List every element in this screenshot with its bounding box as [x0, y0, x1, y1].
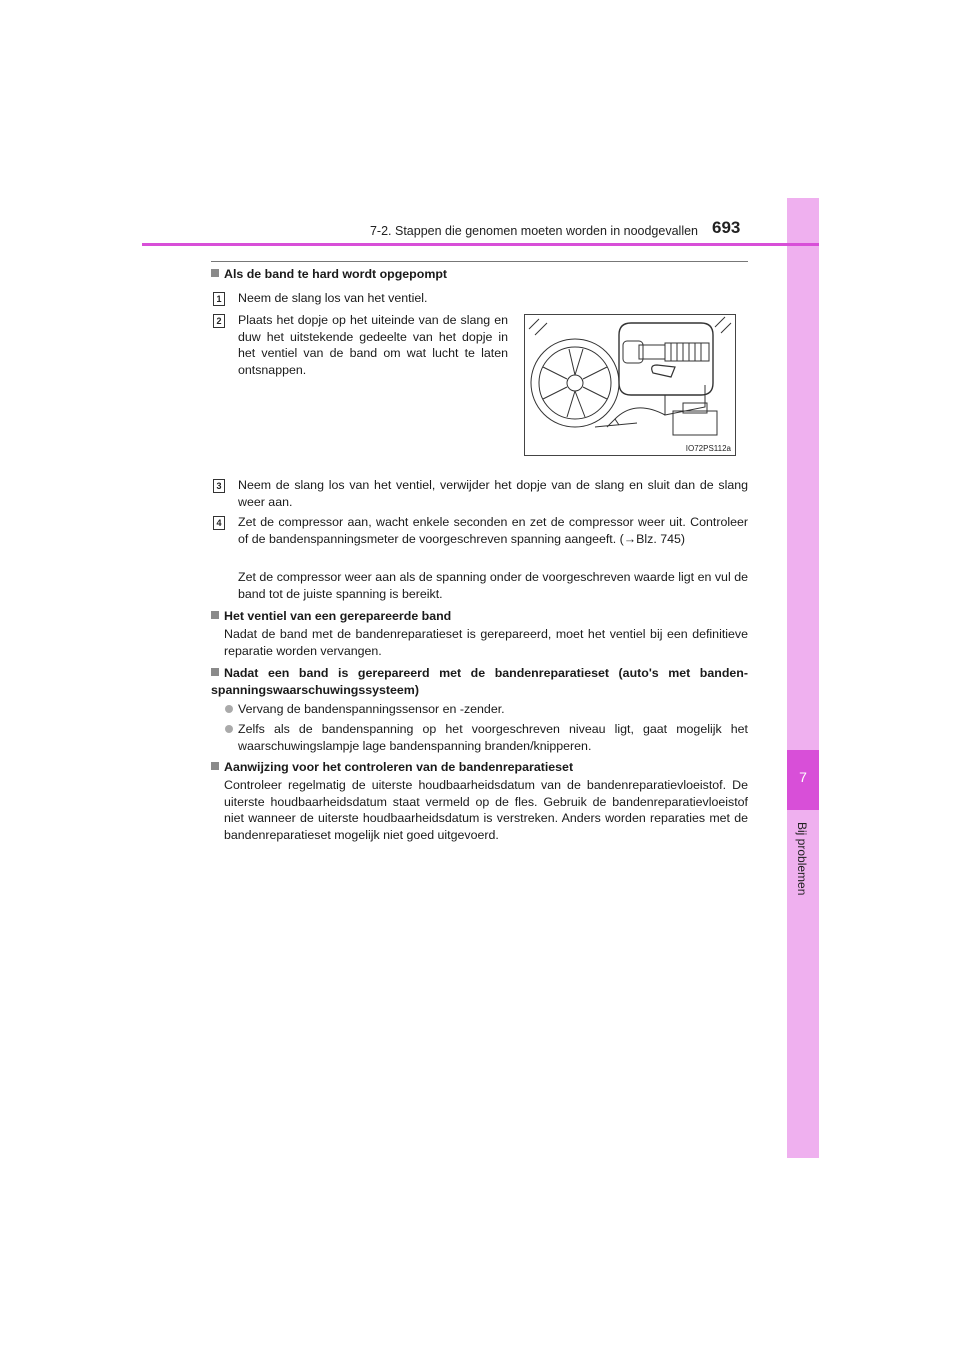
chapter-number: 7: [799, 769, 807, 785]
step-2-text: Plaats het dopje op het uiteinde van de slang en duw het uitstekende gedeelte van het dopje in het ventiel van de band om wat lucht te laten ontsnappen.: [238, 313, 508, 377]
tire-valve-illustration: [524, 314, 736, 456]
heading-repaired: Nadat een band is gerepareerd met de bandenreparatieset (auto's met banden-spanningswaarschuwingssysteem): [211, 666, 748, 697]
chapter-title: Bij problemen: [795, 822, 809, 896]
page-number: 693: [712, 218, 741, 237]
content-top-rule: [211, 261, 748, 262]
valve-body: Nadat de band met de bandenreparatieset is gerepareerd, moet het ventiel bij een definitieve reparatie worden vervangen.: [224, 627, 748, 658]
step-4-note: Zet de compressor weer aan als de spanning onder de voorgeschreven waarde ligt en vul de band tot de juiste spanning is bereikt.: [238, 570, 748, 601]
bullet-dot-icon: [225, 725, 233, 733]
step-1-text: Neem de slang los van het ventiel.: [238, 291, 428, 305]
step-4-text: Zet de compressor aan, wacht enkele seconden en zet de compressor weer uit. Controleer of de bandenspanningsmeter de voorgeschreven spanning aangeeft. (→Blz. 745): [238, 515, 748, 546]
chapter-side-tab: [787, 198, 819, 1158]
heading-square-icon: [211, 269, 219, 277]
repaired-bullet-2: Zelfs als de bandenspanning op het voorgeschreven niveau ligt, gaat mogelijk het waarschuwingslampje lage bandenspanning branden/knipperen.: [238, 722, 748, 753]
step-number-4: 4: [213, 516, 225, 530]
bullet-dot-icon: [225, 705, 233, 713]
header-rule: [142, 243, 819, 246]
heading-square-icon: [211, 762, 219, 770]
step-number-1: 1: [213, 292, 225, 306]
heading-check: Aanwijzing voor het controleren van de bandenreparatieset: [211, 759, 573, 776]
section-title: 7-2. Stappen die genomen moeten worden in noodgevallen: [369, 224, 698, 238]
step-number-2: 2: [213, 314, 225, 328]
check-body: Controleer regelmatig de uiterste houdbaarheidsdatum van de bandenreparatievloeistof. De uiterste houdbaarheidsdatum staat vermeld op de fles. Gebruik de bandenreparatievloeistof niet wanneer de uiterste houdbaarheidsdatum is verstreken. Anders worden reparaties met de bandenreparatieset mogelijk niet goed uitgevoerd.: [224, 778, 748, 842]
heading-square-icon: [211, 668, 219, 676]
step-number-3: 3: [213, 479, 225, 493]
illustration-code: IO72PS112a: [685, 444, 731, 453]
heading-overinflated: Als de band te hard wordt opgepompt: [211, 266, 447, 283]
repaired-bullet-1: Vervang de bandenspanningssensor en -zender.: [238, 702, 505, 716]
heading-square-icon: [211, 611, 219, 619]
tire-compressor-drawing: [525, 315, 735, 455]
heading-valve: Het ventiel van een gerepareerde band: [211, 608, 451, 625]
step-3-text: Neem de slang los van het ventiel, verwijder het dopje van de slang en sluit dan de slang weer aan.: [238, 478, 748, 509]
